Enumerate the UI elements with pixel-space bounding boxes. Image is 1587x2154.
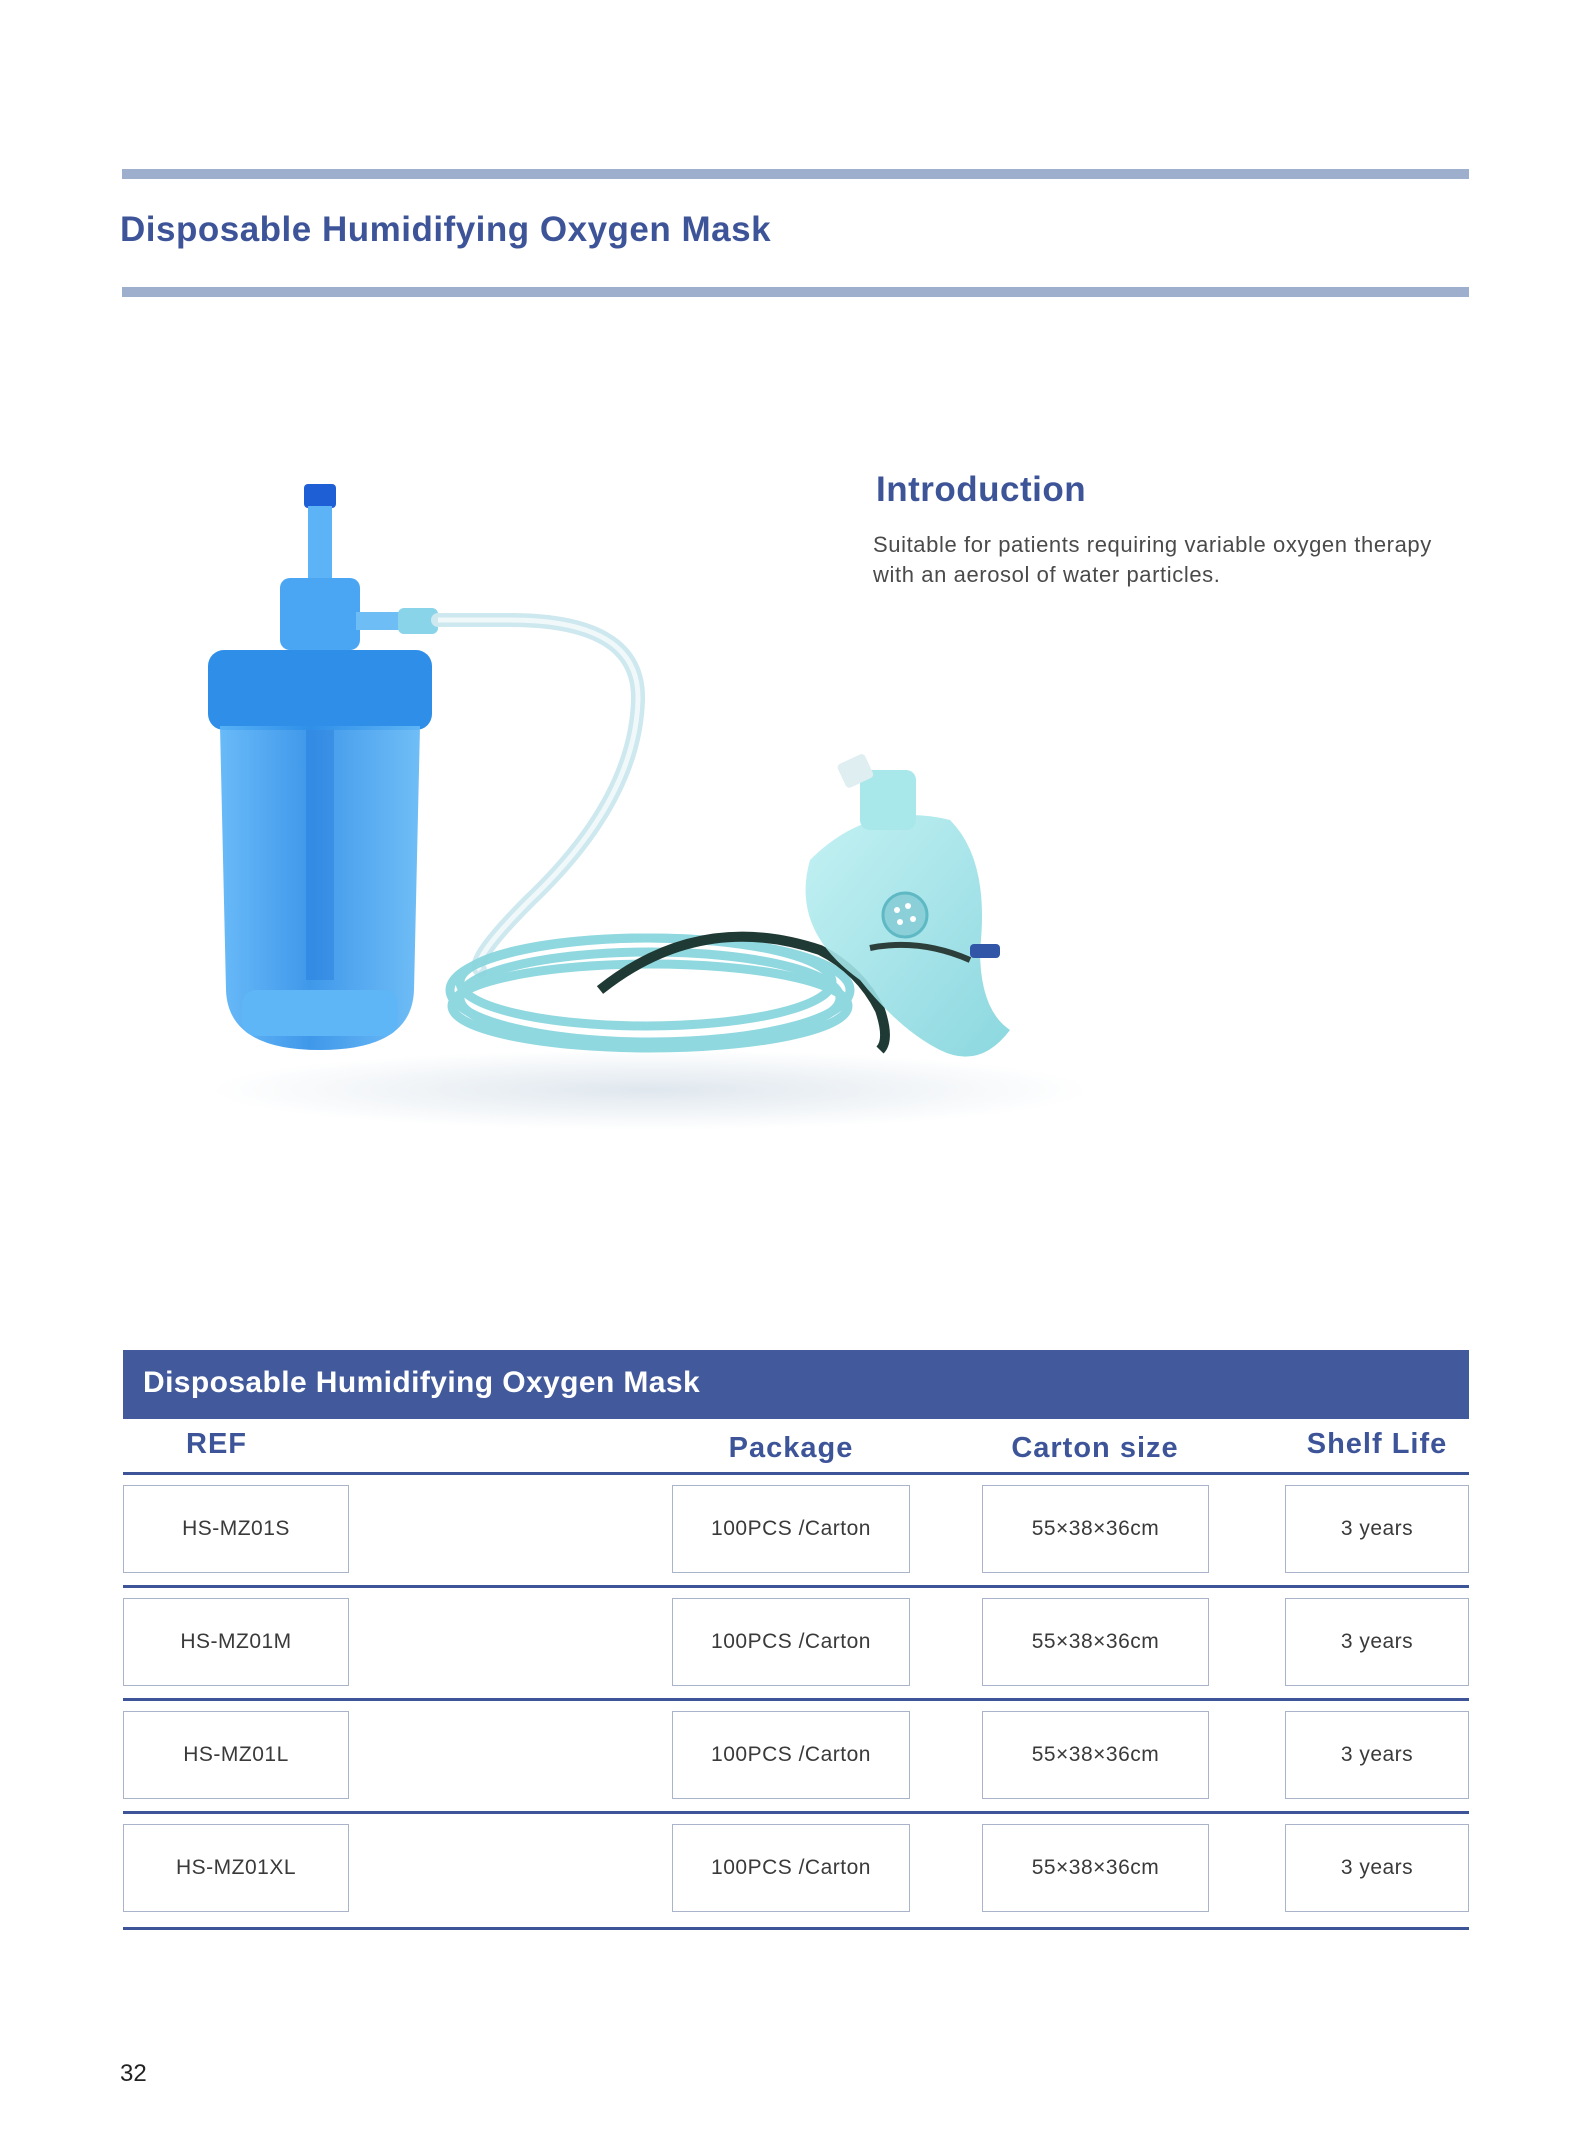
introduction-heading: Introduction [876, 470, 1087, 509]
table-rule [123, 1811, 1469, 1814]
cell-package: 100PCS /Carton [672, 1598, 910, 1686]
cell-ref: HS-MZ01S [123, 1485, 349, 1573]
cell-ref: HS-MZ01XL [123, 1824, 349, 1912]
bottle-head [280, 578, 360, 650]
exhalation-port [883, 893, 927, 937]
intro-line-1: Suitable for patients requiring variable oxygen therapy [873, 532, 1432, 557]
column-header-shelf-life: Shelf Life [1306, 1428, 1448, 1460]
cell-shelf-life: 3 years [1285, 1824, 1469, 1912]
bottle-stem [308, 506, 332, 581]
cell-carton-size: 55×38×36cm [982, 1711, 1209, 1799]
oxygen-tube [438, 620, 638, 970]
cell-package: 100PCS /Carton [672, 1485, 910, 1573]
page-title: Disposable Humidifying Oxygen Mask [120, 210, 772, 249]
cell-ref: HS-MZ01M [123, 1598, 349, 1686]
cell-shelf-life: 3 years [1285, 1485, 1469, 1573]
cell-carton-size: 55×38×36cm [982, 1824, 1209, 1912]
header-rule-bottom [122, 287, 1469, 297]
bottle-cap [304, 484, 336, 508]
column-header-carton-size: Carton size [1011, 1432, 1179, 1464]
bottle-base [242, 990, 398, 1036]
cell-ref: HS-MZ01L [123, 1711, 349, 1799]
cell-package: 100PCS /Carton [672, 1711, 910, 1799]
column-header-ref: REF [186, 1428, 247, 1460]
table-rule [123, 1472, 1469, 1475]
bottle-inner-tube [306, 730, 334, 980]
table-title: Disposable Humidifying Oxygen Mask [143, 1366, 701, 1399]
shadow-shape [210, 1050, 1090, 1130]
column-header-package: Package [728, 1432, 854, 1464]
table-rule [123, 1927, 1469, 1930]
page-number: 32 [120, 2060, 147, 2087]
cell-package: 100PCS /Carton [672, 1824, 910, 1912]
bottle-lid [208, 650, 432, 730]
cell-carton-size: 55×38×36cm [982, 1598, 1209, 1686]
table-rule [123, 1585, 1469, 1588]
intro-line-2: with an aerosol of water particles. [873, 562, 1221, 587]
introduction-text [873, 530, 1493, 590]
strap-clip [970, 944, 1000, 958]
cell-carton-size: 55×38×36cm [982, 1485, 1209, 1573]
table-banner [123, 1350, 1469, 1419]
header-rule-top [122, 169, 1469, 179]
cell-shelf-life: 3 years [1285, 1598, 1469, 1686]
cell-shelf-life: 3 years [1285, 1711, 1469, 1799]
table-rule [123, 1698, 1469, 1701]
